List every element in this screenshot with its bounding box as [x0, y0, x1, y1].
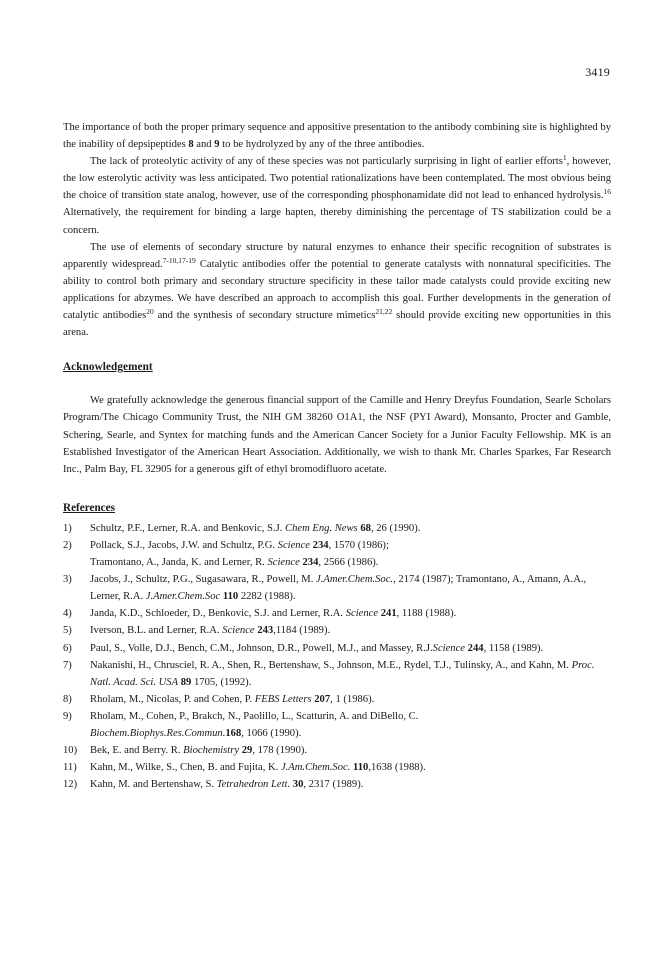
bold-text: 234 — [312, 539, 329, 551]
text-run: Kahn, M. and Bertenshaw, S. — [90, 779, 217, 791]
bold-text: 110 — [353, 762, 369, 774]
bold-text: 9 — [214, 139, 220, 151]
reference-text — [90, 523, 420, 534]
text-run: ,1184 (1989). — [273, 625, 331, 637]
paragraph-2 — [63, 153, 611, 238]
text-run: The importance of both the proper primary sequence and appositive presentation to the antibody combining site is highlighted by the inability of depsipeptides — [63, 122, 611, 151]
journal-title: Science — [222, 625, 255, 637]
text-run: , 2174 (1987); Tramontano, A., Amann, A.A., Lerner, R.A. — [90, 574, 587, 603]
paragraph-3 — [63, 239, 611, 342]
journal-title: Biochem.Biophys.Res.Commun. — [90, 728, 226, 739]
citation-superscript: 16 — [603, 187, 611, 197]
text-run: Pollack, S.J., Jacobs, J.W. and Schultz, P.G. — [90, 539, 278, 551]
text-run: Iverson, B.L. and Lerner, R.A. — [90, 625, 223, 637]
reference-text — [90, 540, 389, 568]
journal-title: Science — [267, 557, 300, 569]
reference-number: 9) — [63, 710, 72, 722]
bold-text: 89 — [180, 676, 192, 688]
text-run: Janda, K.D., Schloeder, D., Benkovic, S.J. and Lerner, R.A. — [90, 608, 346, 620]
text-run: The lack of proteolytic activity of any of these species was not particularly surprising in light of earlier efforts — [90, 156, 563, 168]
reference-text — [90, 745, 307, 756]
text-run: Jacobs, J., Schultz, P.G., Sugasawara, R., Powell, M. — [90, 574, 316, 586]
text-run: , 1 (1986). — [330, 693, 375, 705]
reference-number: 8) — [63, 693, 72, 705]
reference-item — [63, 657, 611, 691]
article-body — [63, 119, 611, 793]
bold-text: 207 — [314, 693, 331, 705]
journal-title: Science — [345, 608, 379, 620]
reference-number: 1) — [63, 522, 72, 534]
reference-text — [90, 711, 418, 739]
reference-number: 4) — [63, 608, 72, 620]
journal-title: J.Amer.Chem.Soc — [145, 591, 221, 603]
bold-text: 241 — [380, 608, 397, 620]
text-run: and — [193, 139, 215, 151]
citation-superscript: 1 — [562, 153, 567, 163]
acknowledgement-heading: Acknowledgement — [63, 361, 153, 374]
reference-text — [90, 608, 456, 619]
text-run: , 1188 (1988). — [396, 608, 457, 620]
bold-text: 30 — [292, 779, 304, 791]
reference-item — [63, 708, 611, 742]
reference-item — [63, 691, 611, 708]
reference-number: 6) — [63, 642, 72, 654]
text-run: , 1570 (1986); — [328, 539, 389, 551]
text-run: Nakanishi, H., Chrusciel, R. A., Shen, R., Bertenshaw, S., Johnson, M.E., Rydel, T.J., Tulinsky, A., and Kahn, M. — [90, 659, 572, 671]
journal-title: Science — [432, 642, 466, 654]
text-run: 2282 (1988). — [238, 591, 296, 603]
journal-title: Chem Eng. News — [285, 522, 358, 534]
reference-item — [63, 640, 611, 657]
reference-item — [63, 571, 611, 605]
reference-number: 10) — [63, 745, 78, 757]
text-run: , 2566 (1986). — [318, 557, 379, 569]
reference-text — [90, 660, 594, 688]
text-run: , 178 (1990). — [252, 745, 308, 757]
reference-number: 12) — [63, 779, 78, 791]
reference-number: 2) — [63, 539, 72, 551]
text-run: Bek, E. and Berry. R. — [90, 745, 184, 757]
bold-text: 8 — [188, 139, 194, 151]
text-run: , however, the low esterolytic activity was less anticipated. Two potential rationalizations have been contemplated. The most obvious being the choice of transition state analog, however, use of the corresponding phosphonamidate did not lead to enhanced hydrolysis. — [63, 156, 611, 202]
references-heading: References — [63, 501, 115, 514]
reference-number: 5) — [63, 625, 72, 637]
text-run: , 1066 (1990). — [241, 728, 302, 739]
text-run: Catalytic antibodies offer the potential to generate catalysts with nonnatural specificities. The ability to control both primary and secondary structure specificity in these tailor made catalysts could provide exciting new applications for abzymes. We have described an approach to accomplish this goal. Further developments in the generation of catalytic antibodies — [63, 258, 612, 322]
reference-item — [63, 776, 611, 793]
text-run: Alternatively, the requirement for binding a large hapten, thereby diminishing the percentage of TS stabilization could be a concern. — [63, 207, 611, 236]
journal-title: Science — [277, 539, 311, 551]
reference-item — [63, 759, 611, 776]
text-run: Tramontano, A., Janda, K. and Lerner, R. — [90, 557, 268, 569]
journal-title: J.Am.Chem.Soc. — [280, 762, 351, 774]
reference-text — [90, 779, 363, 790]
bold-text: 243 — [257, 625, 274, 637]
reference-item — [63, 742, 611, 759]
bold-text: 234 — [302, 557, 319, 569]
text-run: Rholam, M., Cohen, P., Brakch, N., Paolillo, L., Scatturin, A. and DiBello, C. — [90, 710, 419, 722]
journal-title: Biochemistry — [183, 745, 240, 757]
text-run: to be hydrolyzed by any of the three antibodies. — [219, 139, 425, 151]
reference-item — [63, 605, 611, 622]
text-run: Kahn, M., Wilke, S., Chen, B. and Fujita, K. — [90, 762, 281, 774]
reference-number: 3) — [63, 574, 72, 586]
acknowledgement-text: We gratefully acknowledge the generous financial support of the Camille and Henry Dreyfus Foundation, Searle Scholars Program/The Chicago Community Trust, the NIH GM 38260 O1A1, the NSF (PYI Award), Monsanto, Procter and Gamble, Schering, Searle, and Syntex for matching funds and the American Cancer Society for a Junior Faculty Fellowship. MK is an Established Investigator of the American Heart Association. Additionally, we wish to thank Mr. Charles Sparkes, Far Research Inc., Palm Bay, FL 32905 for a generous gift of ethyl bromodifluoro acetate. — [63, 395, 611, 475]
text-run: should provide exciting new opportunities in this arena. — [63, 310, 611, 339]
reference-text — [90, 574, 586, 602]
reference-list — [63, 520, 611, 794]
bold-text: 29 — [241, 745, 253, 757]
reference-text — [90, 694, 374, 705]
reference-item — [63, 622, 611, 639]
text-run: Paul, S., Volle, D.J., Bench, C.M., Johnson, D.R., Powell, M.J., and Massey, R.J. — [90, 642, 433, 654]
text-run: and the synthesis of secondary structure mimetics — [153, 310, 376, 322]
text-run: , 26 (1990). — [370, 522, 421, 534]
text-run: The use of elements of secondary structure by natural enzymes to enhance their specific recognition of substrates is apparently widespread. — [63, 241, 611, 270]
text-run: 1705, (1992). — [191, 676, 252, 688]
page-number: 3419 — [585, 65, 610, 79]
citation-superscript: 20 — [146, 307, 154, 317]
reference-number: 11) — [63, 762, 77, 774]
journal-title: Proc. Natl. Acad. Sci. USA — [90, 659, 595, 688]
journal-title: J.Amer.Chem.Soc. — [316, 574, 394, 586]
bold-text: 110 — [222, 591, 239, 603]
reference-item — [63, 537, 611, 571]
reference-item — [63, 520, 611, 537]
text-run: , 1158 (1989). — [483, 642, 544, 654]
bold-text: 244 — [467, 642, 484, 654]
citation-superscript: 21,22 — [375, 307, 393, 317]
text-run: ,1638 (1988). — [368, 762, 426, 774]
journal-title: Tetrahedron Lett. — [216, 779, 291, 791]
text-run: , 2317 (1989). — [303, 779, 364, 791]
text-run: Rholam, M., Nicolas, P. and Cohen, P. — [90, 693, 255, 705]
paragraph-1 — [63, 119, 611, 153]
reference-text — [90, 762, 426, 773]
reference-text — [90, 643, 543, 654]
citation-superscript: 7-10,17-19 — [162, 255, 196, 265]
reference-number: 7) — [63, 659, 72, 671]
journal-title: FEBS Letters — [254, 693, 312, 705]
bold-text: 168 — [225, 728, 242, 739]
reference-text — [90, 625, 330, 636]
bold-text: 68 — [360, 522, 371, 534]
text-run: Schultz, P.F., Lerner, R.A. and Benkovic, S.J. — [90, 522, 285, 534]
